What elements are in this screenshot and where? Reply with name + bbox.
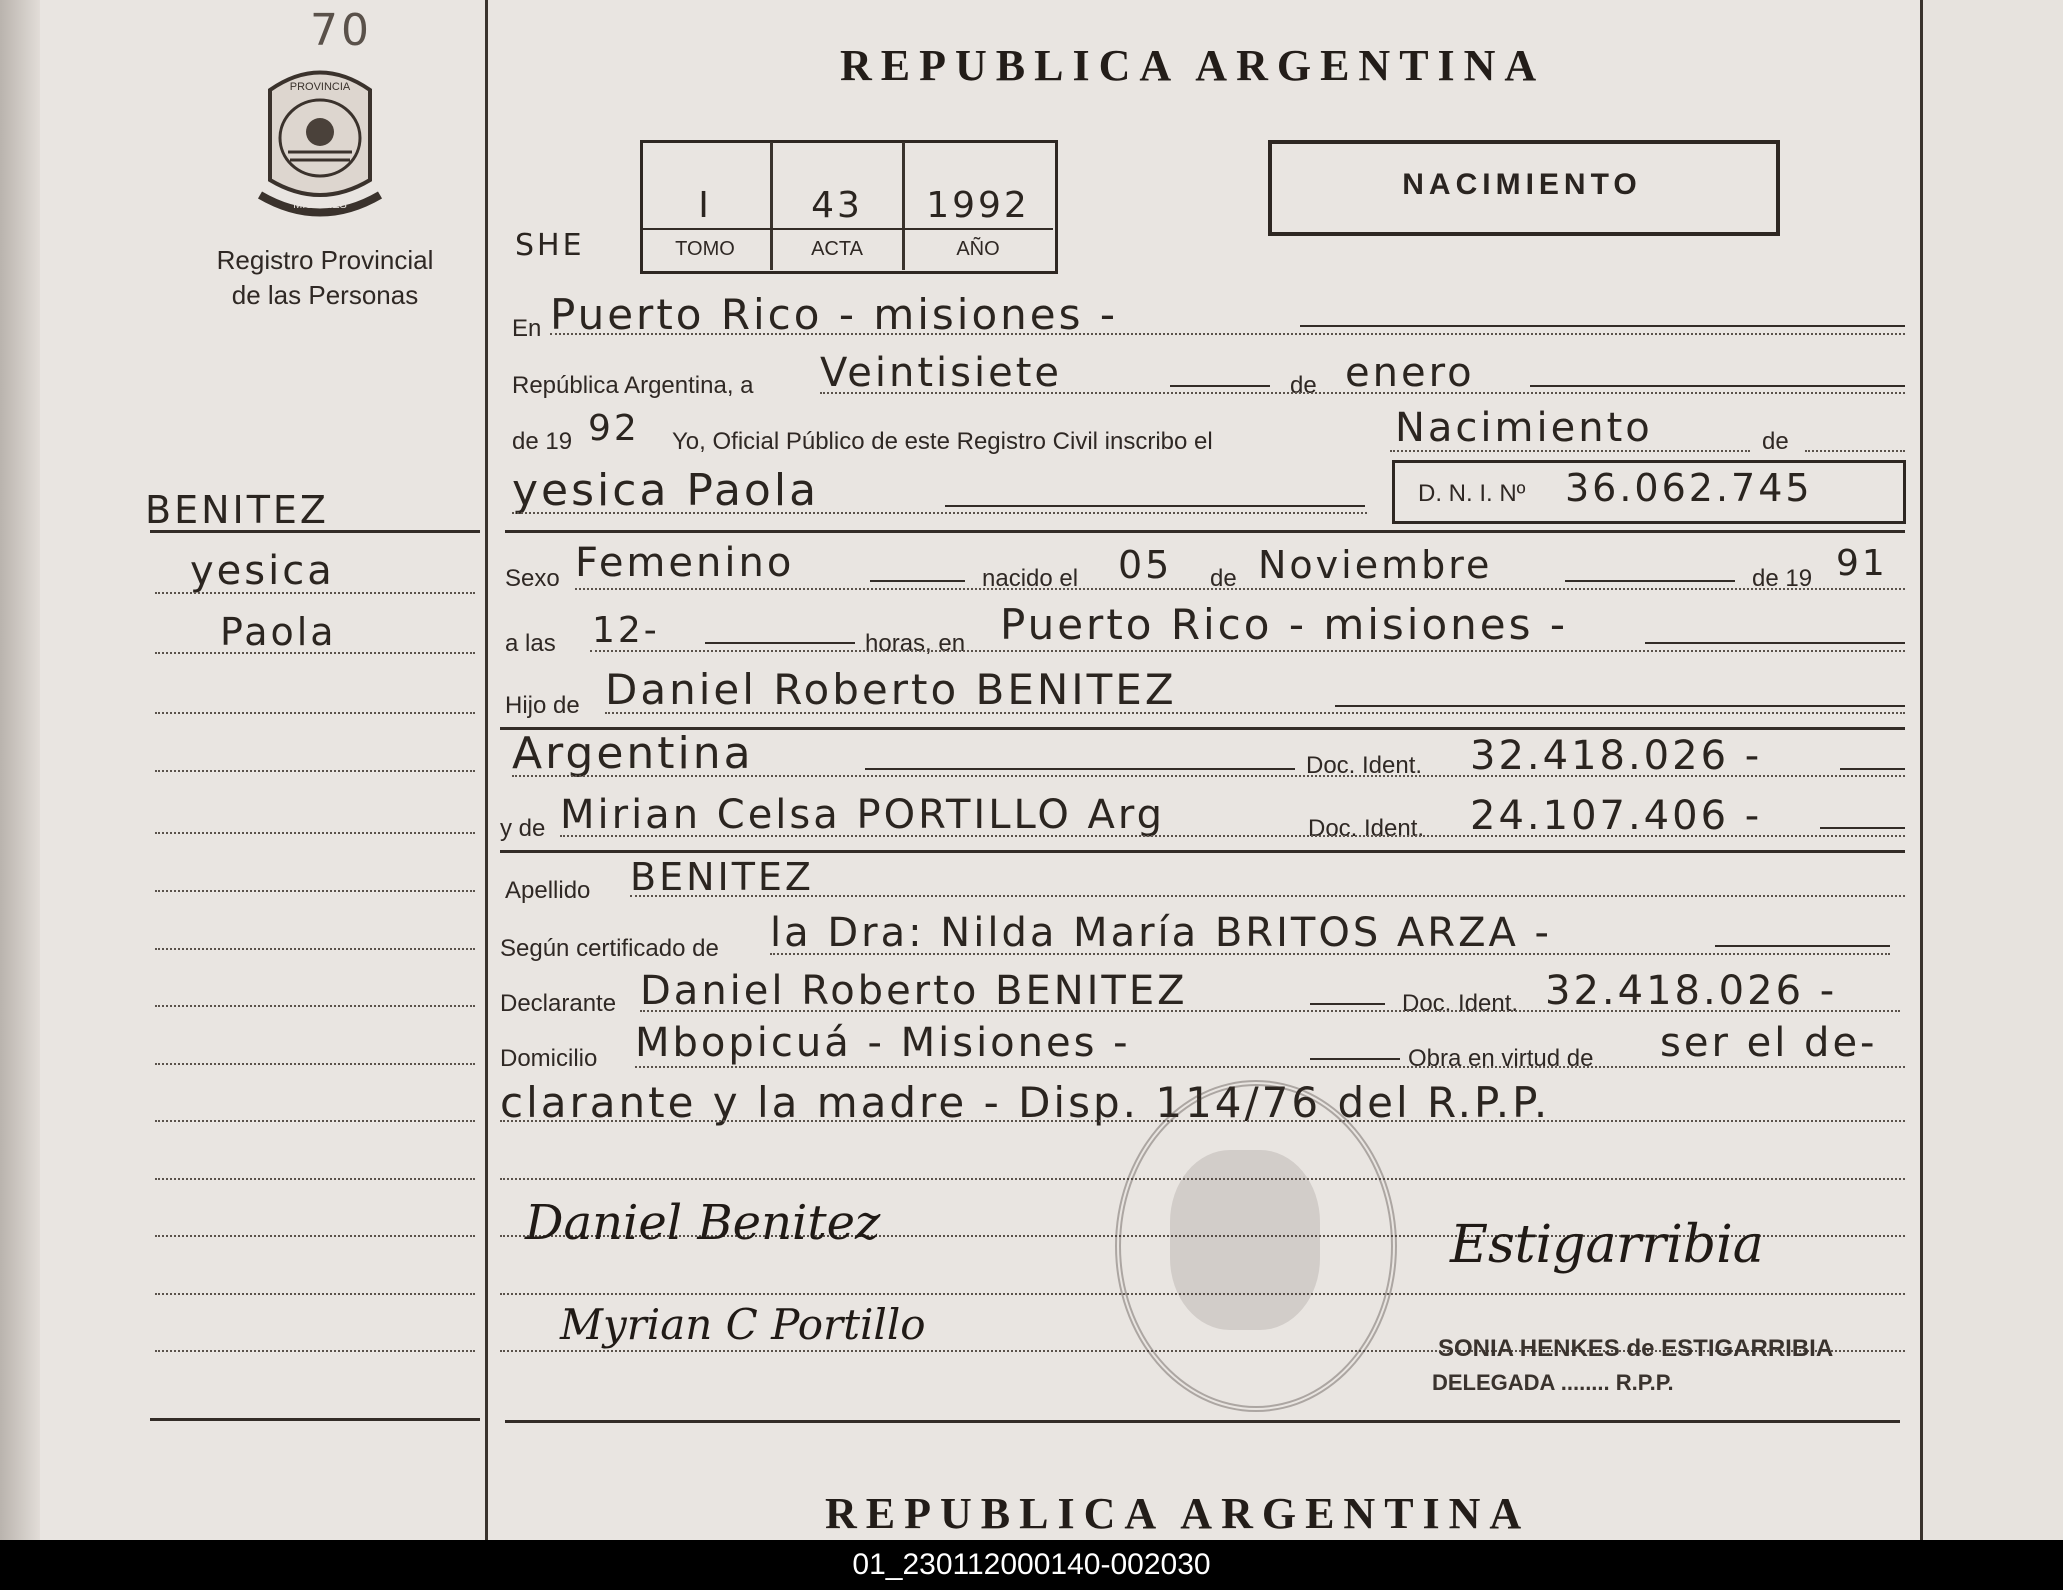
anio2-suffix: 91 (1836, 543, 1888, 584)
acta-label: ACTA (811, 238, 863, 260)
line (705, 642, 855, 644)
line (512, 775, 1905, 777)
madre-doc: 24.107.406 - (1470, 793, 1763, 839)
margin-line (155, 1293, 475, 1295)
obra-value: ser el de- (1660, 1020, 1878, 1066)
alas-label: a las (505, 630, 556, 657)
declarante-label: Declarante (500, 990, 617, 1017)
line (512, 512, 1367, 514)
oficial-text: Yo, Oficial Público de este Registro Civil inscribo el (672, 428, 1213, 455)
line (575, 588, 1905, 590)
sexo-label: Sexo (505, 565, 560, 592)
en-label: En (512, 315, 542, 342)
line (820, 392, 1905, 394)
rule (500, 850, 1905, 853)
mes-value: enero (1345, 350, 1475, 396)
she-code: SHE (515, 228, 585, 263)
margin-line (155, 890, 475, 892)
acto-value: Nacimiento (1395, 405, 1653, 451)
line (1170, 385, 1270, 387)
dia-value: Veintisiete (820, 350, 1062, 396)
signature-father: Daniel Benitez (525, 1195, 881, 1251)
domicilio-value: Mbopicuá - Misiones - (635, 1020, 1131, 1066)
official-name: SONIA HENKES de ESTIGARRIBIA (1438, 1335, 1834, 1362)
reference-rule (643, 228, 1053, 230)
hora-value: 12- (592, 610, 660, 651)
nacido-label: nacido el (982, 565, 1079, 592)
tomo-value: I (698, 185, 712, 226)
line (1335, 705, 1905, 707)
margin-line (155, 832, 475, 834)
apellido-label: Apellido (505, 877, 591, 904)
yde-label: y de (500, 815, 546, 842)
line (1390, 450, 1750, 452)
declarante-doc: 32.418.026 - (1545, 968, 1838, 1014)
document-title: REPUBLICA ARGENTINA (840, 41, 1546, 90)
sexo-value: Femenino (575, 540, 795, 586)
nombre-value: yesica Paola (512, 465, 820, 516)
padre-value: Daniel Roberto BENITEZ (605, 665, 1177, 714)
apellido-value: BENITEZ (630, 855, 814, 899)
line (640, 1010, 1900, 1012)
margin-name1: yesica (190, 548, 335, 594)
line (1300, 325, 1905, 327)
margin-line (155, 592, 475, 594)
official-title: DELEGADA ........ R.P.P. (1432, 1370, 1674, 1395)
anio-prefix: de 19 (512, 428, 573, 455)
line (1645, 642, 1905, 644)
madre-doc-label: Doc. Ident. (1308, 815, 1425, 842)
dni-label: D. N. I. Nº (1418, 480, 1526, 507)
margin-line (155, 1178, 475, 1180)
type-label: NACIMIENTO (1402, 168, 1642, 201)
line (560, 835, 1905, 837)
margin-rule (150, 530, 480, 533)
de2-label: de (1762, 428, 1789, 455)
line (865, 768, 1295, 770)
padre-nacionalidad: Argentina (512, 728, 754, 779)
line (870, 580, 965, 582)
line (635, 1066, 1905, 1068)
tomo-label: TOMO (675, 238, 735, 260)
margin-line (155, 770, 475, 772)
margin-line (155, 652, 475, 654)
declarante-value: Daniel Roberto BENITEZ (640, 968, 1188, 1014)
margin-line (155, 712, 475, 714)
certificado-value: la Dra: Nilda María BRITOS ARZA - (770, 910, 1552, 956)
dni-value: 36.062.745 (1565, 466, 1813, 510)
domicilio-label: Domicilio (500, 1045, 598, 1072)
right-page-edge (1920, 0, 2063, 1540)
madre-value: Mirian Celsa PORTILLO Arg (560, 792, 1166, 838)
line (1530, 385, 1905, 387)
stamp-center (1170, 1150, 1320, 1330)
de3-label: de (1210, 565, 1237, 592)
margin-name2: Paola (220, 610, 337, 654)
next-record-title: REPUBLICA ARGENTINA (825, 1489, 1531, 1538)
acta-value: 43 (811, 185, 863, 226)
republica-label: República Argentina, a (512, 372, 754, 399)
line (630, 895, 1905, 897)
line (590, 650, 1905, 652)
en-value: Puerto Rico - misiones - (550, 290, 1119, 339)
obra-continuation: clarante y la madre - Disp. 114/76 del R.P.P. (500, 1078, 1551, 1127)
svg-text:PROVINCIA: PROVINCIA (289, 81, 351, 93)
svg-text:MISIONES: MISIONES (293, 199, 347, 211)
anio-suffix: 92 (588, 408, 640, 449)
margin-line (155, 948, 475, 950)
hijo-label: Hijo de (505, 692, 580, 719)
page-number: 70 (310, 5, 372, 56)
line (1310, 1003, 1385, 1005)
padre-doc-label: Doc. Ident. (1306, 752, 1423, 779)
line (945, 505, 1365, 507)
line (1565, 580, 1735, 582)
line (1715, 945, 1890, 947)
anio-value: 1992 (926, 185, 1030, 226)
anio2-prefix: de 19 (1752, 565, 1813, 592)
margin-line (155, 1120, 475, 1122)
margin-line (155, 1350, 475, 1352)
provincial-seal (250, 60, 390, 225)
registry-line1: Registro Provincial (216, 245, 434, 275)
bottom-rule (505, 1420, 1900, 1423)
column-divider (485, 0, 488, 1540)
padre-doc: 32.418.026 - (1470, 733, 1763, 779)
line (1310, 1058, 1400, 1060)
declarante-doc-label: Doc. Ident. (1402, 990, 1519, 1017)
obra-label: Obra en virtud de (1408, 1045, 1594, 1072)
line (550, 333, 1905, 335)
margin-surname: BENITEZ (145, 488, 329, 532)
line (1805, 450, 1905, 452)
margin-bottom-rule (150, 1418, 480, 1421)
segun-label: Según certificado de (500, 935, 719, 962)
binding-edge (0, 0, 40, 1540)
line (605, 712, 1905, 714)
margin-line (155, 1005, 475, 1007)
margin-line (155, 1235, 475, 1237)
margin-line (155, 1063, 475, 1065)
signature-official: Estigarribia (1450, 1215, 1764, 1275)
nacido-mes: Noviembre (1258, 543, 1493, 587)
anio-label: AÑO (956, 238, 1000, 260)
file-id-bar: 01_230112000140-002030 (0, 1540, 2063, 1590)
registry-line2: de las Personas (231, 280, 419, 310)
lugar-value: Puerto Rico - misiones - (1000, 600, 1569, 649)
line (770, 953, 1890, 955)
line (1820, 827, 1905, 829)
line (1840, 768, 1905, 770)
rule (505, 530, 1905, 533)
de-label: de (1290, 372, 1317, 399)
nacido-dia: 05 (1118, 543, 1173, 587)
horas-label: horas, en (865, 630, 966, 657)
signature-mother: Myrian C Portillo (560, 1300, 926, 1349)
